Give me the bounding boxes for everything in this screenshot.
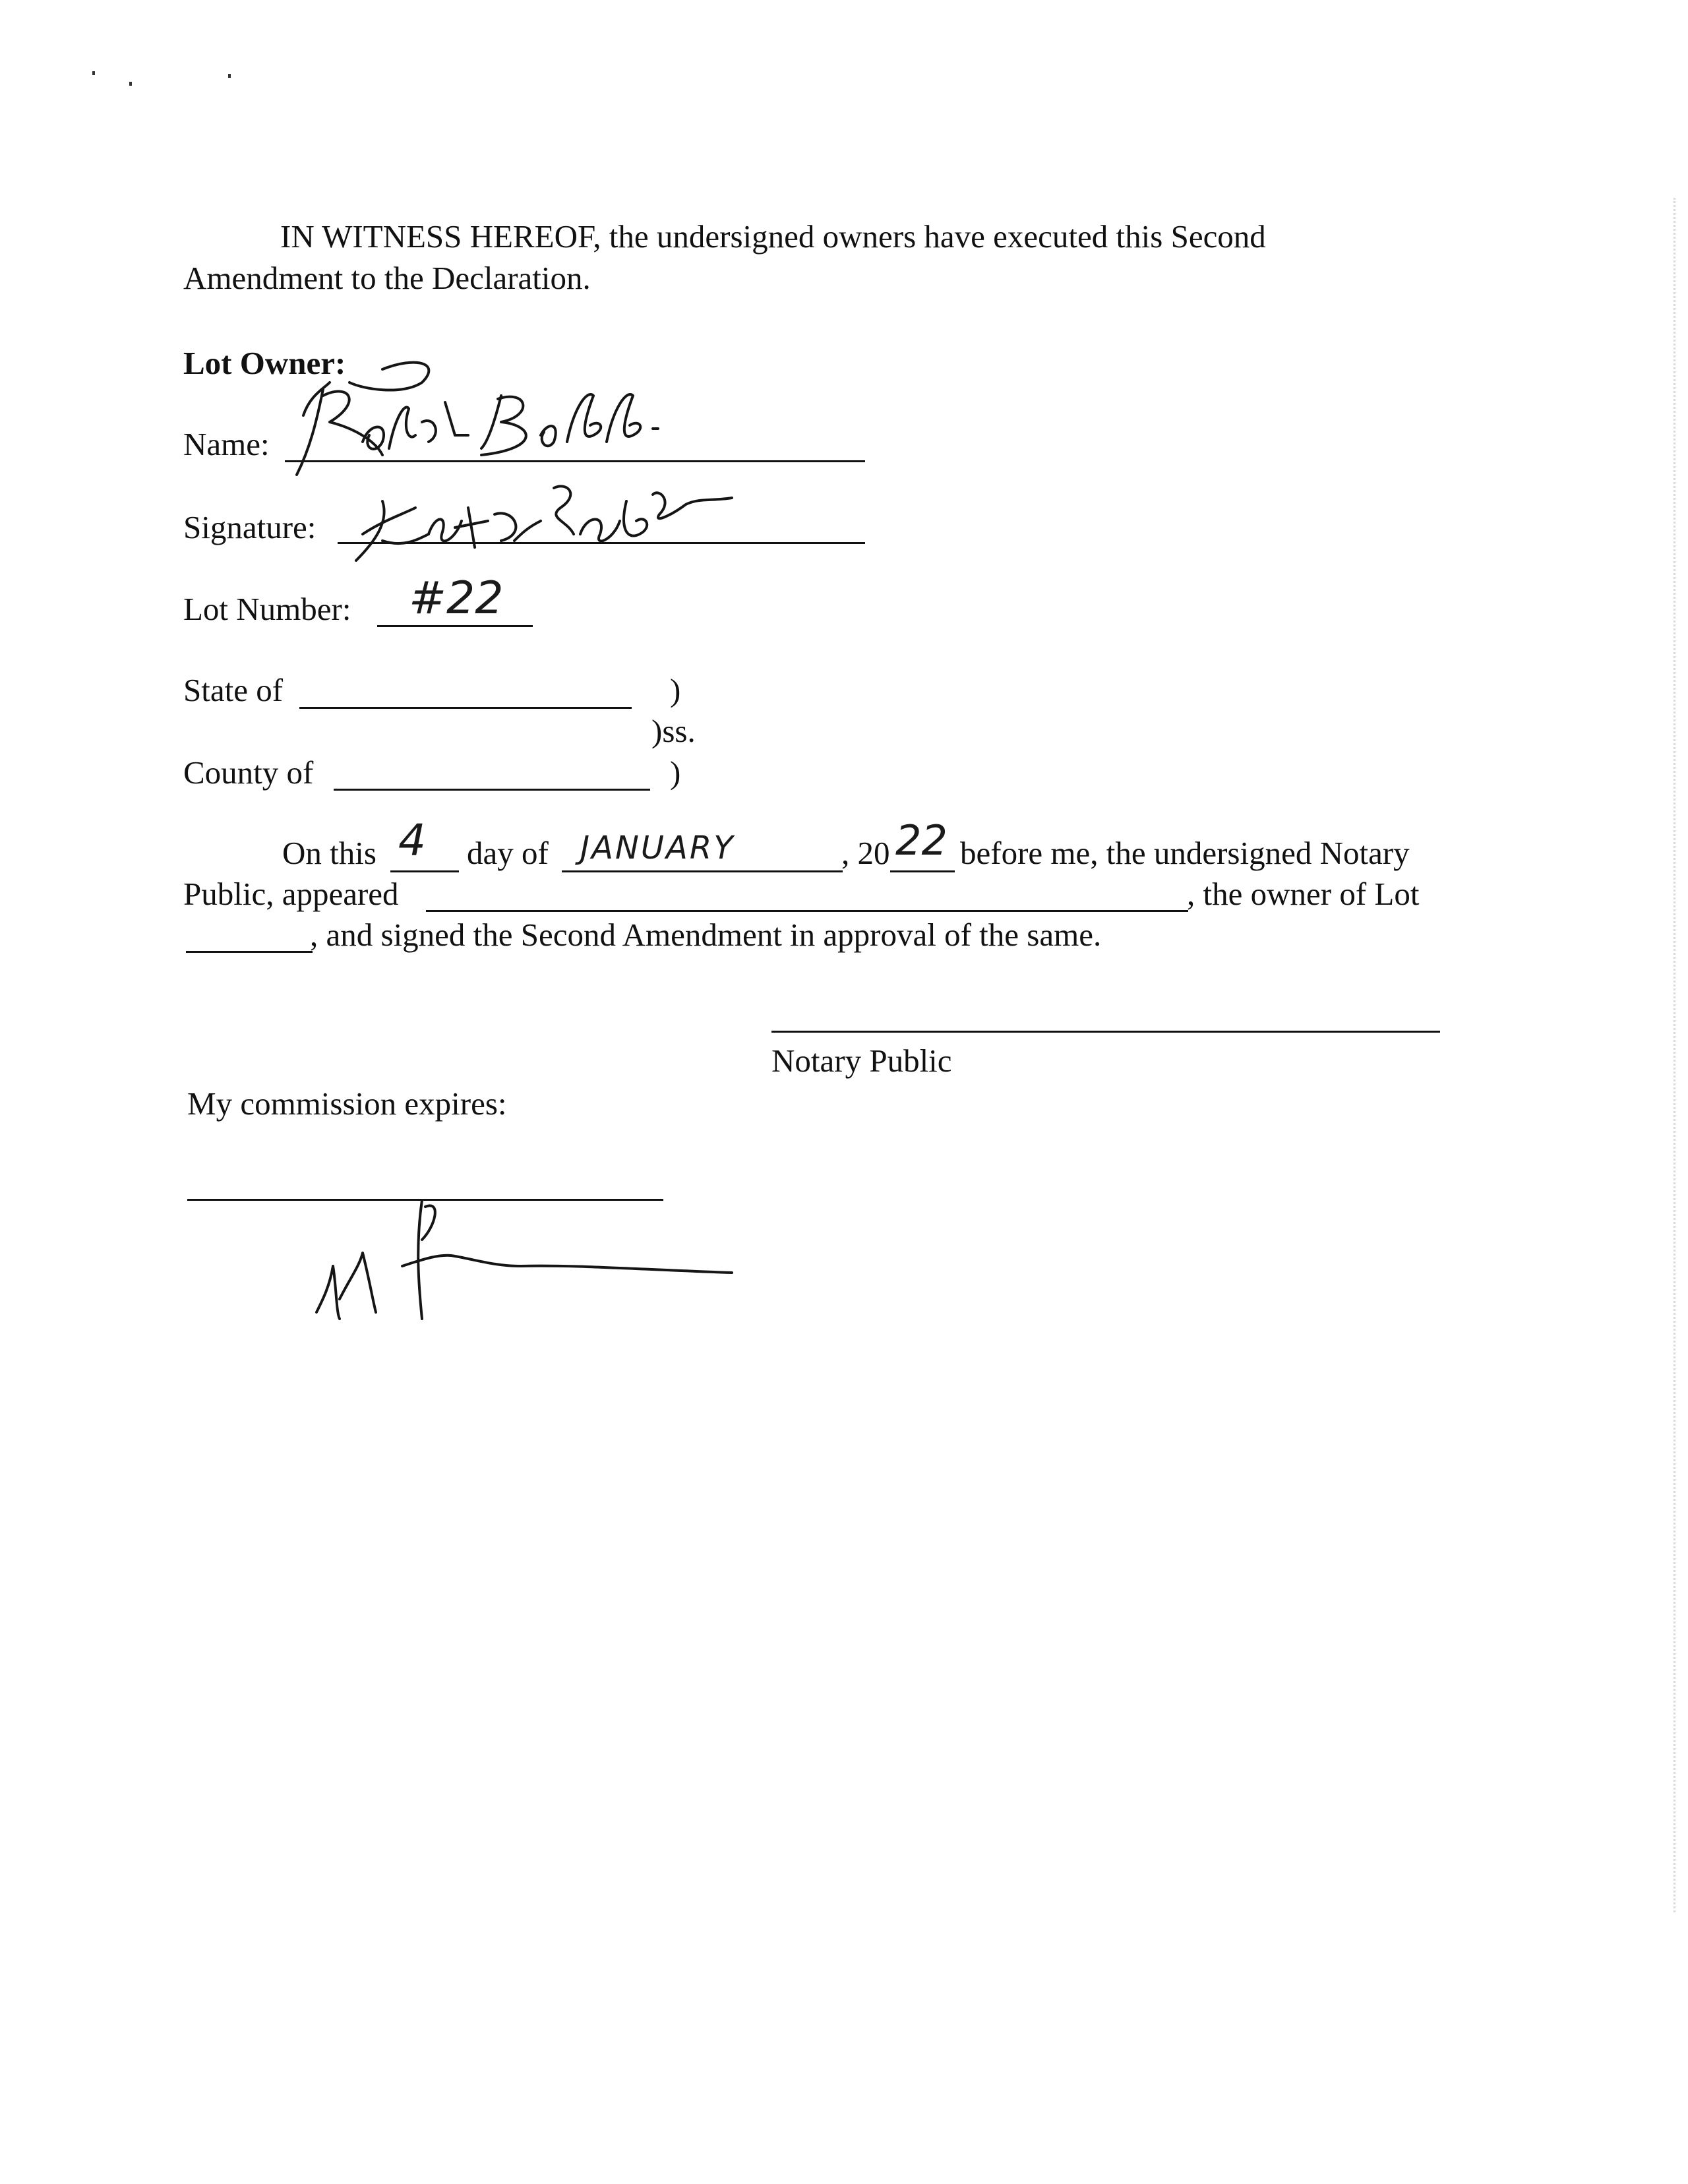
state-of-label: State of: [183, 672, 284, 708]
appeared-line: [426, 910, 1188, 912]
year-line: [890, 870, 955, 872]
venue-ss: )ss.: [651, 713, 696, 749]
scan-speck: [92, 71, 95, 75]
notary-signature-handwriting: [310, 1187, 745, 1339]
scan-edge: [1673, 198, 1677, 1912]
handwritten-day: 4: [398, 815, 426, 866]
lot-blank-line: [186, 951, 313, 953]
before-me-text: before me, the undersigned Notary: [960, 835, 1410, 871]
notary-signature-line: [771, 1031, 1440, 1033]
signed-amendment-text: , and signed the Second Amendment in approval of the same.: [310, 917, 1102, 953]
county-line: [334, 789, 650, 791]
public-appeared-text: Public, appeared: [183, 876, 399, 912]
scan-speck: [228, 74, 231, 78]
handwritten-lot-number: #22: [409, 572, 504, 624]
lot-number-line: [377, 625, 533, 627]
intro-line-2: Amendment to the Declaration.: [183, 260, 591, 296]
day-line: [390, 870, 459, 872]
year-prefix-text: , 20: [841, 835, 890, 871]
owner-of-lot-text: , the owner of Lot: [1187, 876, 1420, 912]
owner-signature-handwriting: [343, 475, 752, 567]
commission-expires-label: My commission expires:: [187, 1085, 507, 1122]
county-of-label: County of: [183, 754, 314, 791]
signature-label: Signature:: [183, 509, 316, 545]
intro-line-1: IN WITNESS HEREOF, the undersigned owners have executed this Second: [280, 218, 1266, 255]
handwritten-year: 22: [895, 816, 948, 864]
state-line: [299, 707, 632, 709]
notary-public-label: Notary Public: [771, 1043, 952, 1079]
scan-speck: [129, 82, 132, 86]
venue-paren-bottom: ): [670, 754, 681, 791]
handwritten-month: JANUARY: [580, 830, 735, 866]
owner-name-handwriting: [284, 343, 706, 488]
lot-owner-heading: Lot Owner:: [183, 345, 346, 381]
lot-number-label: Lot Number:: [183, 591, 351, 627]
on-this-text: On this: [282, 835, 377, 871]
venue-paren-top: ): [670, 672, 681, 708]
name-label: Name:: [183, 426, 270, 462]
month-line: [562, 870, 843, 872]
day-of-text: day of: [467, 835, 549, 871]
